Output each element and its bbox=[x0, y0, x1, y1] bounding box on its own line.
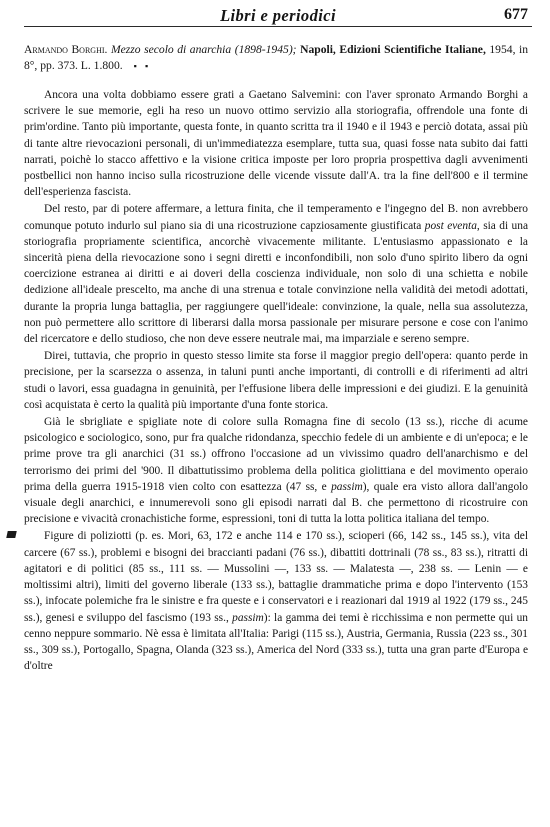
paragraph-text: Figure di poliziotti (p. es. Mori, 63, 172 e anche 114 e 170 ss.), scioperi (66, 142 ss., 145 ss.), vita del carcere (67 ss.), problemi e bisogni dei braccianti padani (76 ss.), dibattiti dottrinali (78 ss., 83 ss.), ritratti di agitatori e di politici (85 ss., 111 ss. — Mussolini —, 133 ss. — Malatesta —, 238 ss. — Lenin — e moltissimi altri), limiti del governo liberale (133 ss.), battaglie drammatiche prima e dopo l'intervento (153 ss.), infocate polemiche fra le sinistre e fra queste e i conservatori e i reazionari dal 1919 al 1922 (179 ss., 245 ss.), genesi e sviluppo del fascismo (193 ss., bbox=[24, 530, 528, 624]
italic-phrase: passim bbox=[331, 480, 363, 493]
paragraph-text: , sia di una storiografia propriamente scientifica, ancorchè vivacemente militante. L'entusiasmo appassionato e la sincerità piena della rievocazione sono i segni diretti e inconfondibili, non solo d'uno spirito libero da ogni coercizione estranea ai diritti e ai doveri della coscienza individuale, non solo di una schietta e nobile dedizione all'ideale prescelto, ma anche di una strenua e totale convinzione nella validità dei metodi adottati, durante la propria lunga battaglia, per raggiungere quell'ideale: convinzione, la quale, nella sua assolutezza, non può permettere allo scrittore di liberarsi dalla morsa passionale per misurare persone e cose con l'animo del ricercatore e dello studioso, che non deve essere neutrale mai, ma imparziale e sereno sempre. bbox=[24, 219, 528, 346]
citation-title: Mezzo secolo di anarchia (1898-1945); bbox=[110, 43, 297, 56]
book-citation bbox=[24, 42, 528, 74]
paragraph-text: Già le sbrigliate e spigliate note di colore sulla Romagna fine di secolo (13 ss.), ricche di acume psicologico e sociologico, sono, pur fra qualche ridondanza, specchio fedele di un ambiente e di un'epoca; e le prime prove tra gli anarchici (31 ss.) offrono l'occasione ad un vivissimo quadro dell'anarchismo e del terrorismo dei primi del '900. Il dibattutissimo problema della politica giolittiana e del movimento operaio prima della guerra 1915-1918 vien colto con esattezza (47 ss, e bbox=[24, 416, 528, 493]
citation-marks: ▪ ▪ bbox=[133, 60, 152, 71]
review-body bbox=[24, 87, 528, 675]
paragraph-text: Del resto, par di potere affermare, a lettura finita, che il temperamento e l'ingegno del B. non avrebbero comunque potuto indurlo sul piano sia di una ricostruzione capziosamente giustificata bbox=[24, 203, 528, 232]
citation-details: 1954, in 8°, pp. 373. L. 1.800. bbox=[24, 43, 528, 72]
paragraph bbox=[24, 414, 528, 527]
citation-publisher: Napoli, Edizioni Scientifiche Italiane, bbox=[300, 43, 486, 56]
paragraph-text: ), quale era visto allora dall'angolo visuale degli anarchici, e innumerevoli sono gli episodi narrati dal B. che permettono di ricostruire con precisione e vivacità cronachistiche forme, espressioni, toni di tutta la lotta politica italiana del tempo. bbox=[24, 480, 528, 526]
paragraph-text: ): la gamma dei temi è ricchissima e non permette qui un cenno neppure sommario. Nè essa è limitata all'Italia: Parigi (115 ss.), Austria, Germania, Russia (223 ss., 301 ss., 309 ss.), Portogallo, Spagna, Olanda (323 ss.), America del Nord (333 ss.), tutta una gran parte d'Europa e d'oltre bbox=[24, 611, 528, 673]
paragraph bbox=[24, 528, 528, 674]
header-rule bbox=[24, 26, 532, 27]
paragraph bbox=[24, 348, 528, 413]
paragraph-text: Ancora una volta dobbiamo essere grati a Gaetano Salvemini: con l'aver spronato Armando Borghi a scrivere le sue memorie, egli ha reso un nuovo ottimo servizio alla storiografia, offrendole una fonte di prim'ordine. Tanto più importante, questa fonte, in quanto scritta tra il 1940 e il 1943 e perciò dotata, assai più di tante altre rievocazioni personali, di un'immediatezza esemplare, tutta sua, quasi fosse nata subito dai fatti narrati, poichè lo stacco affettivo e la visione critica imposte per loro propria prospettiva dagli avvenimenti postbellici non hanno inciso sulla ricostruzione delle vicende vissute dall'A. tra la fine dell'800 e il termine dell'esperienza fascista. bbox=[24, 89, 528, 199]
paragraph bbox=[24, 201, 528, 347]
margin-mark bbox=[6, 531, 16, 538]
section-title: Libri e periodici bbox=[220, 6, 336, 25]
paragraph bbox=[24, 87, 528, 200]
italic-phrase: passim bbox=[232, 611, 264, 624]
running-header bbox=[24, 6, 532, 26]
page-number: 677 bbox=[504, 6, 528, 23]
paragraph-text: Direi, tuttavia, che proprio in questo stesso limite sta forse il maggior pregio dell'opera: quanto perde in precisione, per la scarsezza o assenza, in taluni punti anche importanti, di controlli e di riferimenti ad altri studi o lavori, essa guadagna in genuinità, per l'effusione libera delle impressioni e dei giudizi. E la genuinità così acquistata è certo la qualità più importante d'una fonte storica. bbox=[24, 350, 528, 411]
citation-author: Armando Borghi. bbox=[24, 43, 108, 56]
italic-phrase: post eventa bbox=[424, 219, 477, 232]
